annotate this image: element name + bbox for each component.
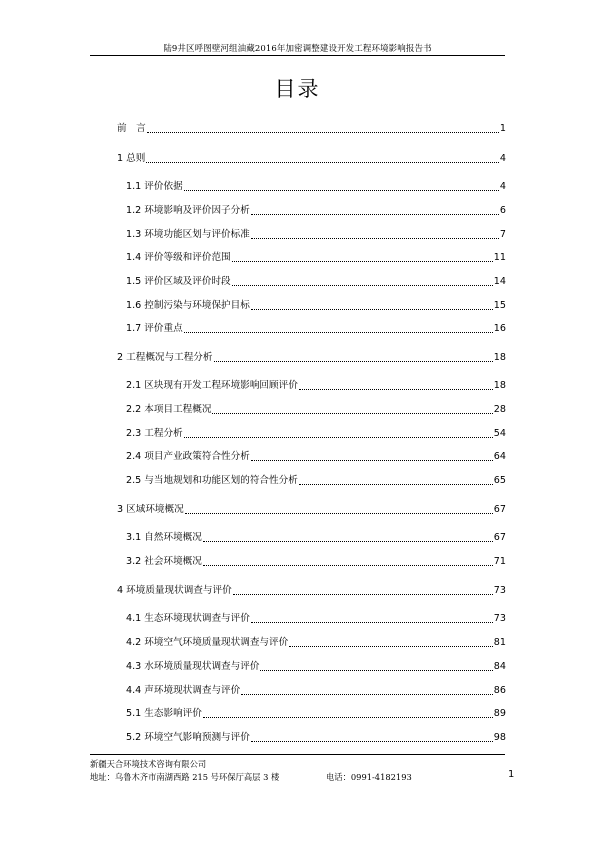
toc-entry[interactable] [126, 179, 506, 193]
toc-entry[interactable] [117, 350, 506, 364]
toc-entry-label: 2.3 工程分析 [126, 428, 183, 439]
toc-entry-label: 4.4 声环境现状调查与评价 [126, 685, 241, 696]
toc-entry[interactable] [126, 683, 506, 697]
toc-entry-page: 98 [493, 732, 506, 743]
toc-entry-page: 67 [493, 504, 506, 515]
toc-entry-page: 54 [493, 428, 506, 439]
toc-entry-page: 73 [493, 585, 506, 596]
toc-entry[interactable] [117, 583, 506, 597]
toc-entry-page: 73 [493, 613, 506, 624]
toc-entry-label: 1.2 环境影响及评价因子分析 [126, 205, 250, 216]
toc-entry-label: 2.4 项目产业政策符合性分析 [126, 451, 250, 462]
toc-entry-label: 3.1 自然环境概况 [126, 532, 202, 543]
toc-entry-page: 64 [493, 451, 506, 462]
toc-entry-page: 67 [493, 532, 506, 543]
toc-entry-label: 2.2 本项目工程概况 [126, 404, 212, 415]
toc-entry-page: 18 [493, 380, 506, 391]
toc-entry-label: 4.1 生态环境现状调查与评价 [126, 613, 250, 624]
toc-entry-page: 11 [493, 252, 506, 263]
toc-entry[interactable] [126, 554, 506, 568]
toc-entry-page: 7 [499, 229, 506, 240]
toc-entry[interactable] [117, 502, 506, 516]
toc-entry[interactable] [126, 449, 506, 463]
toc-entry-label: 4.2 环境空气环境质量现状调查与评价 [126, 637, 289, 648]
toc-entry[interactable] [126, 611, 506, 625]
toc-entry[interactable] [126, 274, 506, 288]
toc-entry-page: 28 [493, 404, 506, 415]
toc-entry-page: 81 [493, 637, 506, 648]
page-number: 1 [508, 769, 515, 780]
toc-entry[interactable] [126, 250, 506, 264]
toc-entry[interactable] [126, 298, 506, 312]
toc-entry-page: 65 [493, 475, 506, 486]
toc-entry-label: 2.1 区块现有开发工程环境影响回顾评价 [126, 380, 298, 391]
toc-entry-label: 4 环境质量现状调查与评价 [117, 585, 232, 596]
toc-entry[interactable] [126, 659, 506, 673]
header-divider [90, 55, 505, 56]
toc-entry[interactable] [126, 426, 506, 440]
toc-entry-label: 1.4 评价等级和评价范围 [126, 252, 231, 263]
toc-entry-label: 1.3 环境功能区划与评价标准 [126, 229, 250, 240]
toc-entry[interactable] [117, 151, 506, 165]
toc-entry[interactable] [126, 706, 506, 720]
toc-entry-page: 18 [493, 352, 506, 363]
toc-entry[interactable] [126, 473, 506, 487]
toc-entry-page: 1 [499, 123, 506, 134]
toc-entry-page: 86 [493, 685, 506, 696]
footer-phone: 电话：0991-4182193 [326, 772, 412, 782]
footer-divider [90, 754, 505, 755]
toc-entry-page: 71 [493, 556, 506, 567]
toc-entry-label: 5.2 环境空气影响预测与评价 [126, 732, 250, 743]
toc-entry-label: 2.5 与当地规划和功能区划的符合性分析 [126, 475, 298, 486]
toc-entry[interactable] [126, 321, 506, 335]
page-header: 陆9井区呼图壁河组油藏2016年加密调整建设开发工程环境影响报告书 [163, 44, 432, 54]
toc-entry-page: 15 [493, 300, 506, 311]
toc-entry-page: 89 [493, 708, 506, 719]
toc-entry-label: 4.3 水环境质量现状调查与评价 [126, 661, 260, 672]
toc-entry[interactable] [126, 635, 506, 649]
footer-address: 地址：乌鲁木齐市南湖西路 215 号环保厅高层 3 楼 [90, 772, 280, 782]
toc-entry[interactable] [126, 378, 506, 392]
toc-entry-page: 4 [499, 153, 506, 164]
toc-entry-label: 1.6 控制污染与环境保护目标 [126, 300, 250, 311]
toc-entry[interactable] [126, 402, 506, 416]
toc-entry-label: 前 言 [117, 123, 146, 134]
toc-entry-page: 84 [493, 661, 506, 672]
toc-title: 目录 [274, 77, 321, 101]
toc-entry[interactable] [117, 121, 506, 135]
toc-entry[interactable] [126, 227, 506, 241]
toc-entry-label: 1.5 评价区域及评价时段 [126, 276, 231, 287]
toc-entry[interactable] [126, 530, 506, 544]
toc-entry-page: 14 [493, 276, 506, 287]
toc-entry-label: 5.1 生态影响评价 [126, 708, 202, 719]
toc-entry-label: 1 总则 [117, 153, 146, 164]
toc-entry-page: 16 [493, 323, 506, 334]
toc-entry-label: 1.1 评价依据 [126, 181, 183, 192]
toc-entry[interactable] [126, 203, 506, 217]
toc-entry-label: 1.7 评价重点 [126, 323, 183, 334]
toc-entry-label: 3.2 社会环境概况 [126, 556, 202, 567]
toc-entry-label: 3 区域环境概况 [117, 504, 184, 515]
toc-entry-page: 6 [499, 205, 506, 216]
toc-entry-page: 4 [499, 181, 506, 192]
toc-entry[interactable] [126, 730, 506, 744]
footer-company: 新疆天合环境技术咨询有限公司 [90, 759, 207, 769]
toc-entry-label: 2 工程概况与工程分析 [117, 352, 213, 363]
